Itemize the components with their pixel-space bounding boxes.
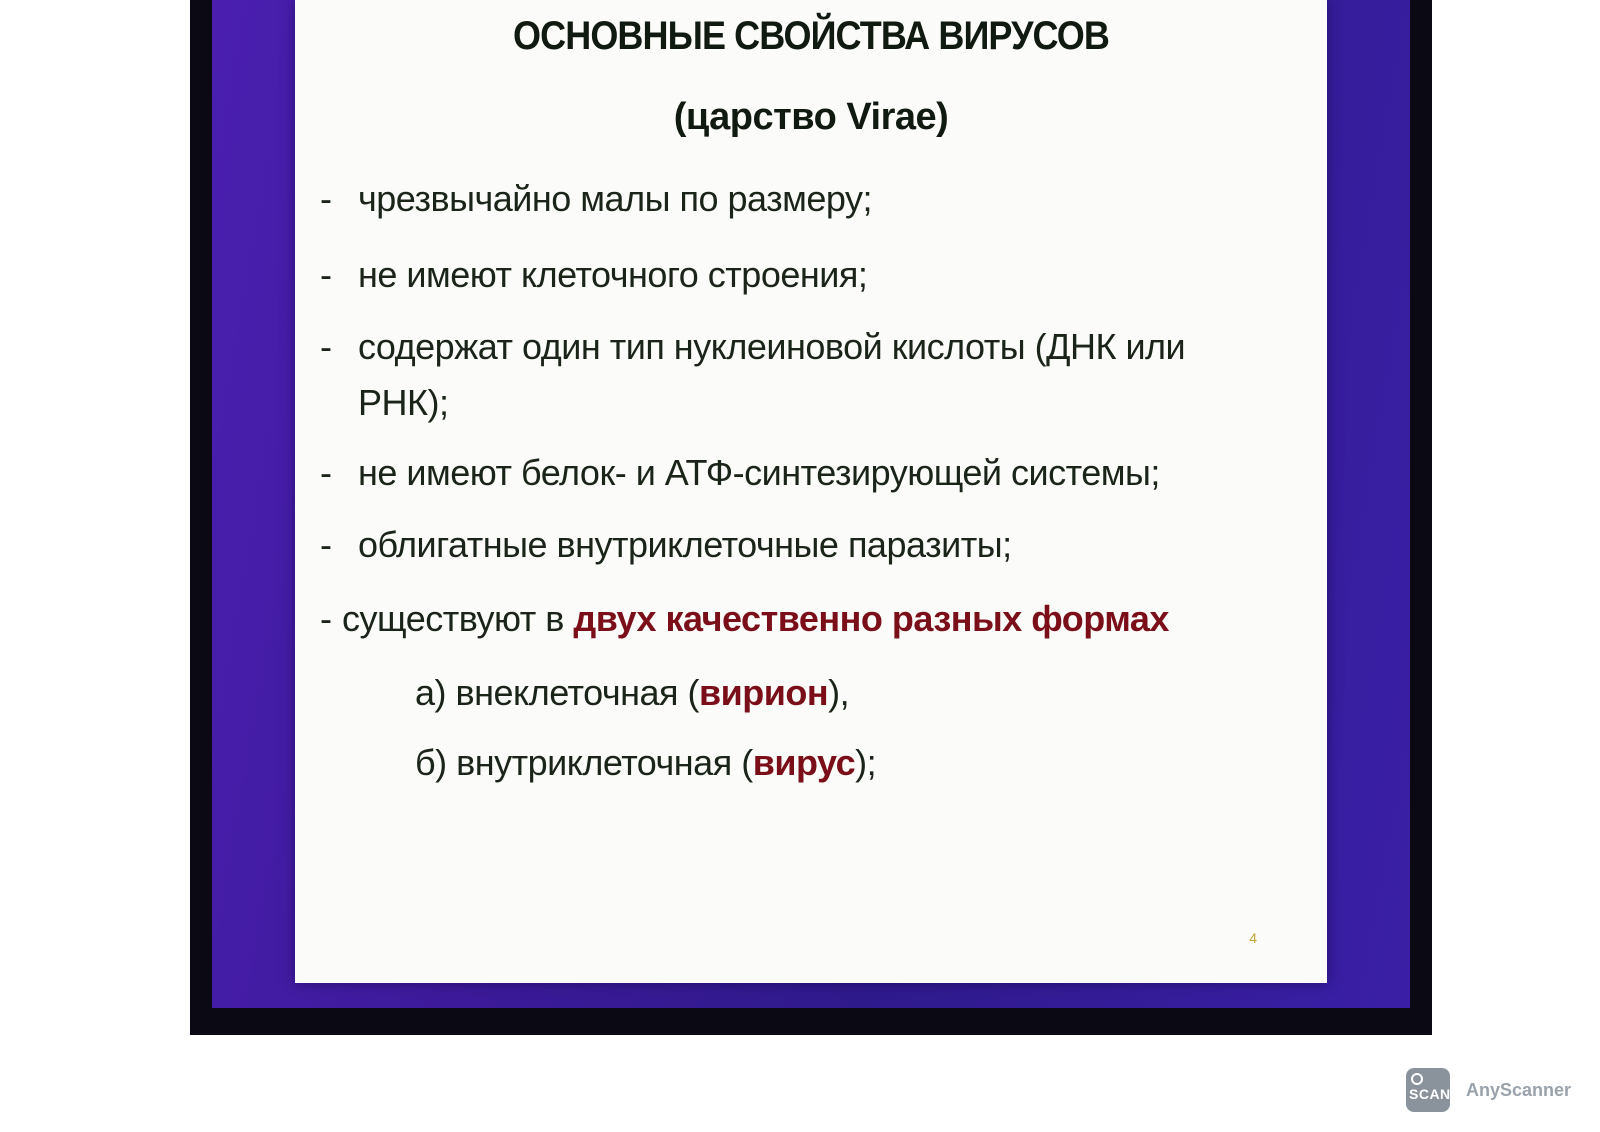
scan-ring-icon <box>1411 1073 1423 1085</box>
highlighted-text: вирус <box>752 742 856 783</box>
list-item-text: не имеют белок- и АТФ-синтезирующей системы; <box>358 452 1160 493</box>
bullet-dash: - <box>320 598 332 639</box>
slide <box>295 0 1327 983</box>
screen-border <box>212 0 1410 1008</box>
scan-icon-label: SCAN <box>1409 1086 1451 1102</box>
bullet-dash: - <box>320 178 332 219</box>
form-prefix: а) внеклеточная ( <box>415 672 699 713</box>
list-item <box>320 318 1185 432</box>
scan-icon <box>1406 1068 1450 1112</box>
brand-name: AnyScanner <box>1466 1079 1572 1100</box>
form-item-intracellular <box>415 734 876 792</box>
form-item-extracellular <box>415 664 849 722</box>
list-item-text: существуют в <box>342 598 574 639</box>
bullet-dash: - <box>320 524 332 565</box>
form-suffix: ), <box>828 672 850 713</box>
list-item-text: чрезвычайно малы по размеру; <box>358 178 873 219</box>
bullet-dash: - <box>320 452 332 493</box>
slide-subtitle: (царство Virae) <box>673 96 949 138</box>
list-item <box>320 444 1160 502</box>
slide-title: ОСНОВНЫЕ СВОЙСТВА ВИРУСОВ <box>513 14 1109 58</box>
list-item-text: не имеют клеточного строения; <box>358 254 868 295</box>
highlighted-text: двух качественно разных формах <box>573 598 1169 639</box>
screen-frame <box>190 0 1432 1035</box>
bullet-dash: - <box>320 326 332 367</box>
page-number: 4 <box>1249 930 1257 946</box>
list-item-continuation: РНК); <box>358 382 449 423</box>
list-item-text: облигатные внутриклеточные паразиты; <box>358 524 1012 565</box>
highlighted-text: вирион <box>698 672 829 713</box>
list-item <box>320 590 1169 648</box>
list-item <box>320 246 867 304</box>
form-prefix: б) внутриклеточная ( <box>415 742 753 783</box>
list-item <box>320 170 872 228</box>
bullet-dash: - <box>320 254 332 295</box>
form-suffix: ); <box>855 742 877 783</box>
list-item <box>320 516 1012 574</box>
watermark <box>1406 1068 1571 1112</box>
list-item-text: содержат один тип нуклеиновой кислоты (ДНК или <box>358 326 1186 367</box>
